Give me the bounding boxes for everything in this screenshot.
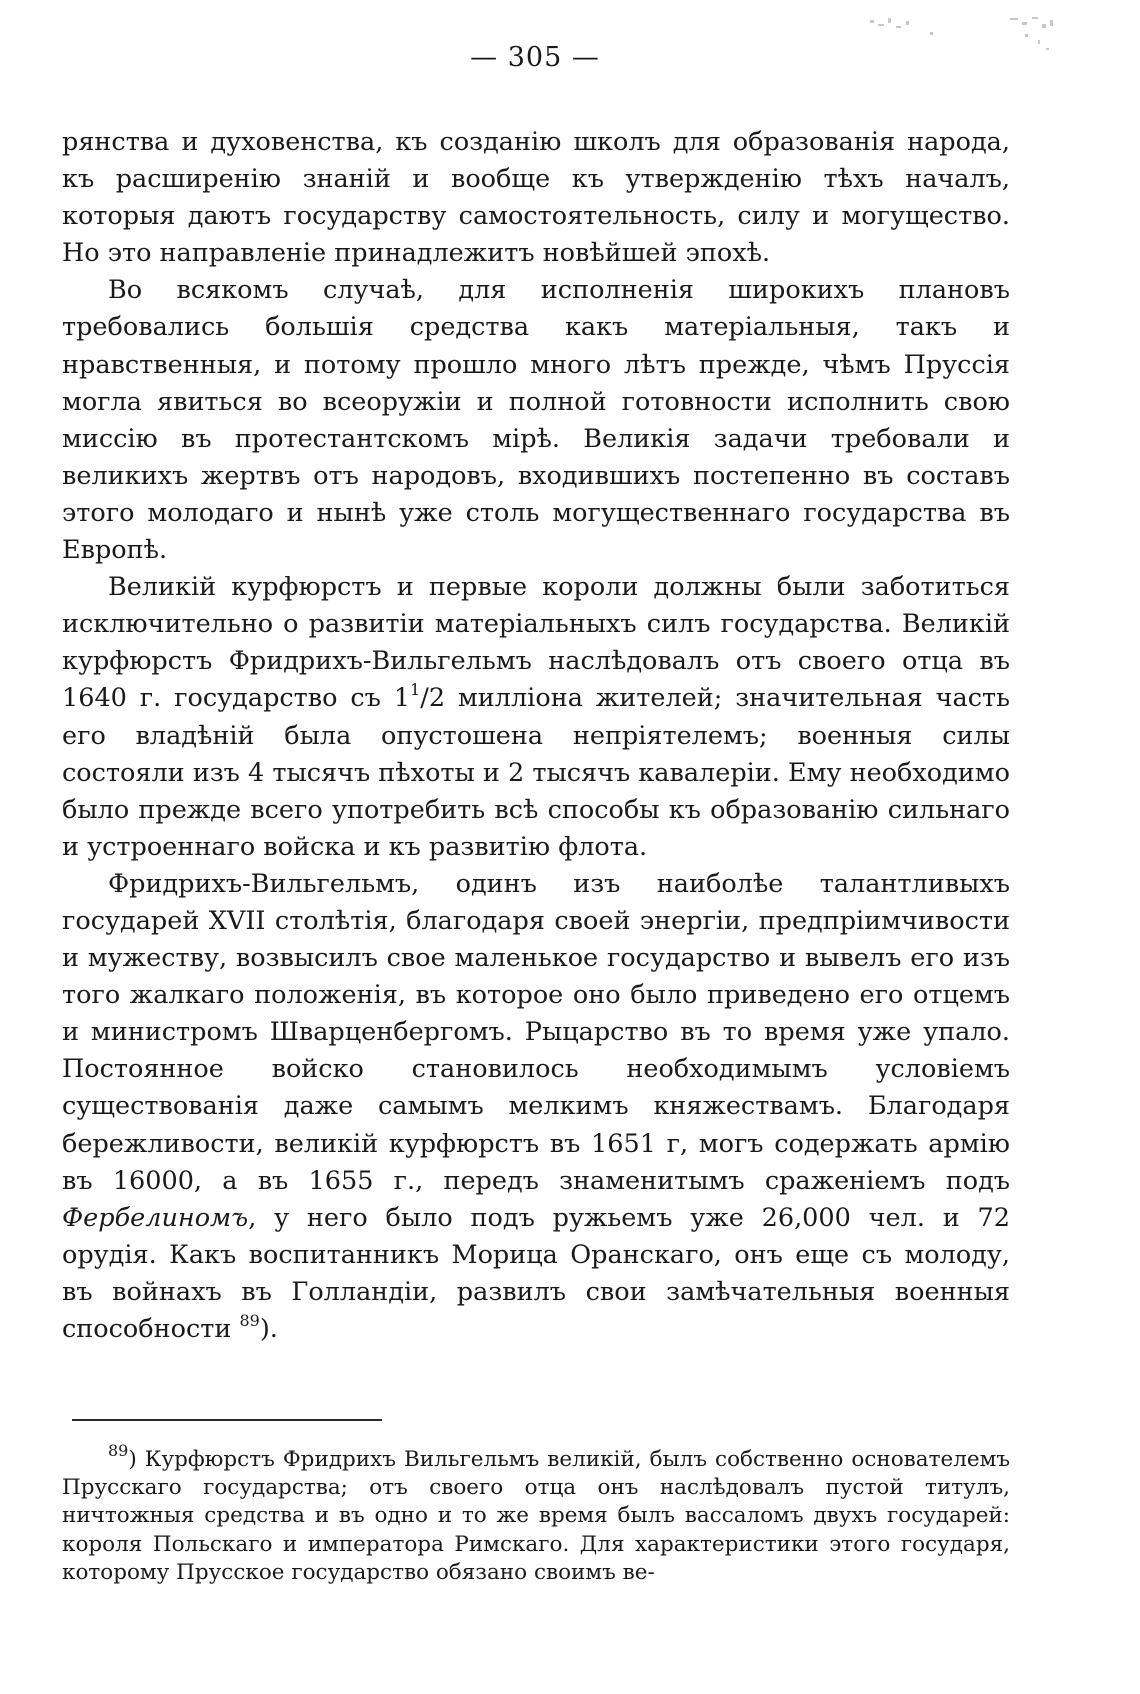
paragraph-3-text-b: /2 милліона жителей; значительная часть его владѣній была опустошена непріятелемъ; военныя силы состояли изъ 4 тысячъ пѣхоты и 2 тысячъ кавалеріи. Ему необходимо было прежде всего употребить всѣ способы къ образованію сильнаго и устроеннаго войска и къ развитію флота. (62, 683, 1010, 862)
main-text (62, 124, 1010, 1348)
paragraph-4 (62, 866, 1010, 1348)
paragraph-3 (62, 569, 1010, 866)
paragraph-1 (62, 124, 1010, 272)
footnote-divider (72, 1419, 382, 1421)
fraction-superscript: 1 (410, 679, 421, 699)
paragraph-1-text: рянства и духовенства, къ созданію школъ для образованія народа, къ расширенію знаній и вообще къ утвержденію тѣхъ началъ, которыя даютъ государству самостоятельность, силу и могущество. Но это направленіе принадлежитъ новѣйшей эпохѣ. (62, 127, 1010, 269)
page-header (0, 42, 1070, 73)
paragraph-4-text-c: ). (259, 1314, 278, 1344)
footnote-reference[interactable]: 89 (239, 1310, 260, 1330)
page-number: — 305 — (470, 42, 600, 73)
footnote-marker: 89 (108, 1440, 129, 1460)
footnote (62, 1440, 1010, 1587)
paragraph-3-text-a: Великій курфюрстъ и первые короли должны были заботиться исключительно о развитіи матеріальныхъ силъ государства. Великій курфюрстъ Фридрихъ-Вильгельмъ наслѣдовалъ отъ своего отца въ 1640 г. государство съ 1 (62, 572, 1010, 714)
footnote-text: ) Курфюрстъ Фридрихъ Вильгельмъ великій, былъ собственно основателемъ Прусскаго государства; отъ своего отца онъ наслѣдовалъ пустой титулъ, ничтожныя средства и въ одно и то же время былъ вассаломъ двухъ государей: короля Польскаго и императора Римскаго. Для характеристики этого государя, которому Прусское государство обязано своимъ ве- (62, 1447, 1010, 1585)
paragraph-2 (62, 272, 1010, 569)
italic-place-name: Фербелиномъ (62, 1202, 249, 1233)
paragraph-4-text-b: , у него было подъ ружьемъ уже 26,000 чел. и 72 орудія. Какъ воспитанникъ Морица Оранскаго, онъ еще съ молоду, въ войнахъ въ Голландіи, развилъ свои замѣчательныя военныя способности (62, 1202, 1010, 1344)
paragraph-4-text-a: Фридрихъ-Вильгельмъ, одинъ изъ наиболѣе талантливыхъ государей XVII столѣтія, благодаря своей энергіи, предпріимчивости и мужеству, возвысилъ свое маленькое государство и вывелъ его изъ того жалкаго положенія, въ которое оно было приведено его отцемъ и министромъ Шварценбергомъ. Рыцарство въ то время уже упало. Постоянное войско становилось необходимымъ условіемъ существованія даже самымъ мелкимъ княжествамъ. Благодаря бережливости, великій курфюрстъ въ 1651 г, могъ содержать армію въ 16000, а въ 1655 г., передъ знаменитымъ сраженіемъ подъ (62, 868, 1010, 1196)
paragraph-2-text: Во всякомъ случаѣ, для исполненія широкихъ плановъ требовались большія средства какъ матеріальныя, такъ и нравственныя, и потому прошло много лѣтъ прежде, чѣмъ Пруссія могла явиться во всеоружіи и полной готовности исполнить свою миссію въ протестантскомъ мірѣ. Великія задачи требовали и великихъ жертвъ отъ народовъ, входившихъ постепенно въ составъ этого молодаго и нынѣ уже столь могущественнаго государства въ Европѣ. (62, 275, 1010, 566)
